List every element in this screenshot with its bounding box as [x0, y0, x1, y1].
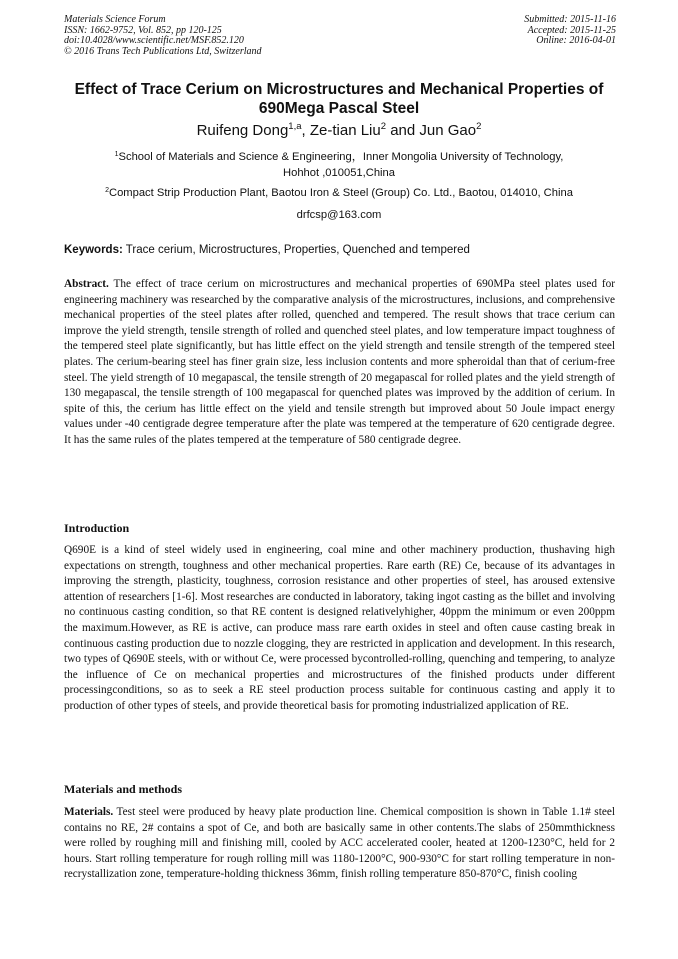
- materials-paragraph: [64, 805, 615, 883]
- materials-text: Test steel were produced by heavy plate production line. Chemical composition is shown in Table 1.1# steel contains no RE, 2# contains a spot of Ce, and both are basically same in other contents.The slabs of 250mmthickness were rolled by roughing mill and finishing mill, cooled by ACC accelerated cooler, heated at 1200-1230°C, held for 2 hours. Start rolling temperature for rough rolling mill was 1180-1200°C, 900-930°C for start rolling temperature in non-recrystallization zone, temperature-holding thickness 36mm, finish rolling temperature 850-870°C, finish cooling: [64, 806, 615, 881]
- affiliation-mark: 2: [105, 187, 109, 194]
- author-email: drfcsp@163.com: [296, 209, 382, 221]
- materials-label: Materials.: [64, 806, 114, 818]
- author-affiliation-mark: 2: [476, 121, 482, 132]
- journal-doi: doi:10.4028/www.scientific.net/MSF.852.120: [64, 35, 244, 47]
- keywords-label: Keywords:: [64, 244, 123, 256]
- abstract-text: The effect of trace cerium on microstructures and mechanical properties of 690MPa steel plates used for engineering machinery was researched by the comparative analysis of the microstructures, inclusions, and comprehensive mechanical properties of the steel plates after rolled, quenched and tempered. The result shows that trace cerium can improve the yield strength, tensile strength of rolled and quenched steel plates, and low temperature impact toughness of the tempered steel plate significantly, but has little effect on the yield strength and tensile strength of the tempered steel plates. The cerium-bearing steel has finer grain size, less inclusion contents and more spheroidal than that of cerium-free steel. The yield strength of 10 megapascal, the tensile strength of 20 megapascal for rolled plates and the yield strength of 130 megapascal, the tensile strength of 100 megapascal for quenched plates was improved by the addition of cerium. In spite of this, the cerium has little effect on the yield and tensile strength but improved about 50 Joule impact energy values under -40 centigrade degree temperature after the plate was tempered at the temperature of 620 centigrade degree. It has the same rules of the plates tempered at the temperature of 580 centigrade degree.: [64, 278, 615, 446]
- affiliation-text: Compact Strip Production Plant, Baotou Iron & Steel (Group) Co. Ltd., Baotou, 014010, China: [108, 187, 573, 199]
- abstract: [64, 277, 615, 449]
- author-separator: and: [386, 122, 420, 139]
- author-separator: ,: [301, 122, 310, 139]
- introduction-paragraph: Q690E is a kind of steel widely used in engineering, coal mine and other machinery production, thushaving high expectations on strength, toughness and other mechanical properties. Rare earth (RE) Ce, because of its advantages in improving the strength, plasticity, toughness, corrosion resistance and other properties of steel, has aroused extensive attention of researchers [1-6]. Most researches are conducted in laboratory, taking ingot casting as the billet and involving no continuous casting condition, so that RE content is designed relativelyhigher, 40ppm the minimum or even 200ppm the maximum.However, as RE is active, can produce mass rare earth oxides in steel and often cause casting break in continuous casting production due to nozzle clogging, they are restricted in application and development. In this research, two types of Q690E steels, with or without Ce, were processed bycontrolled-rolling, quenching and tempering, to analyze the influence of Ce on mechanical properties and microstructures of the finished products under different processingconditions, so as to seek a RE steel production process suitable for continuous casting and apply it to production of other types of steels, and provide theoretical basis for promoting industrialized application of RE.: [64, 544, 615, 712]
- section-heading-materials-methods: Materials and methods: [64, 782, 182, 796]
- journal-header: [64, 15, 262, 57]
- paper-title: [58, 80, 620, 118]
- submitted-date: Submitted: 2015-11-16: [524, 14, 616, 25]
- journal-copyright: © 2016 Trans Tech Publications Ltd, Switzerland: [64, 45, 262, 57]
- author-list: [64, 122, 614, 140]
- keywords-text: Trace cerium, Microstructures, Properties, Quenched and tempered: [122, 244, 470, 256]
- author-name: Ze-tian Liu: [309, 122, 381, 139]
- author-affiliation-mark: 1,a: [288, 121, 302, 132]
- affiliation-1: [80, 150, 598, 181]
- journal-name: Materials Science Forum: [64, 14, 166, 25]
- affiliation-text: School of Materials and Science & Engineering，Inner Mongolia University of Technology,: [118, 151, 564, 163]
- affiliation-mark: 1: [114, 151, 119, 158]
- online-date: Online: 2016-04-01: [536, 35, 616, 47]
- affiliation-2: [80, 186, 598, 202]
- author-affiliation-mark: 2: [380, 121, 387, 132]
- title-line-2: 690Mega Pascal Steel: [258, 100, 420, 117]
- abstract-label: Abstract.: [64, 278, 109, 290]
- keywords: [64, 243, 616, 258]
- affiliation-text: Hohhot ,010051,China: [283, 166, 395, 179]
- accepted-date: Accepted: 2015-11-25: [527, 24, 616, 36]
- title-line-1: Effect of Trace Cerium on Microstructures and Mechanical Properties of: [74, 81, 604, 98]
- submission-dates: [524, 15, 616, 47]
- section-heading-introduction: Introduction: [64, 521, 130, 535]
- author-name: Jun Gao: [419, 122, 477, 139]
- journal-issn: ISSN: 1662-9752, Vol. 852, pp 120-125: [64, 24, 222, 36]
- author-name: Ruifeng Dong: [196, 122, 289, 139]
